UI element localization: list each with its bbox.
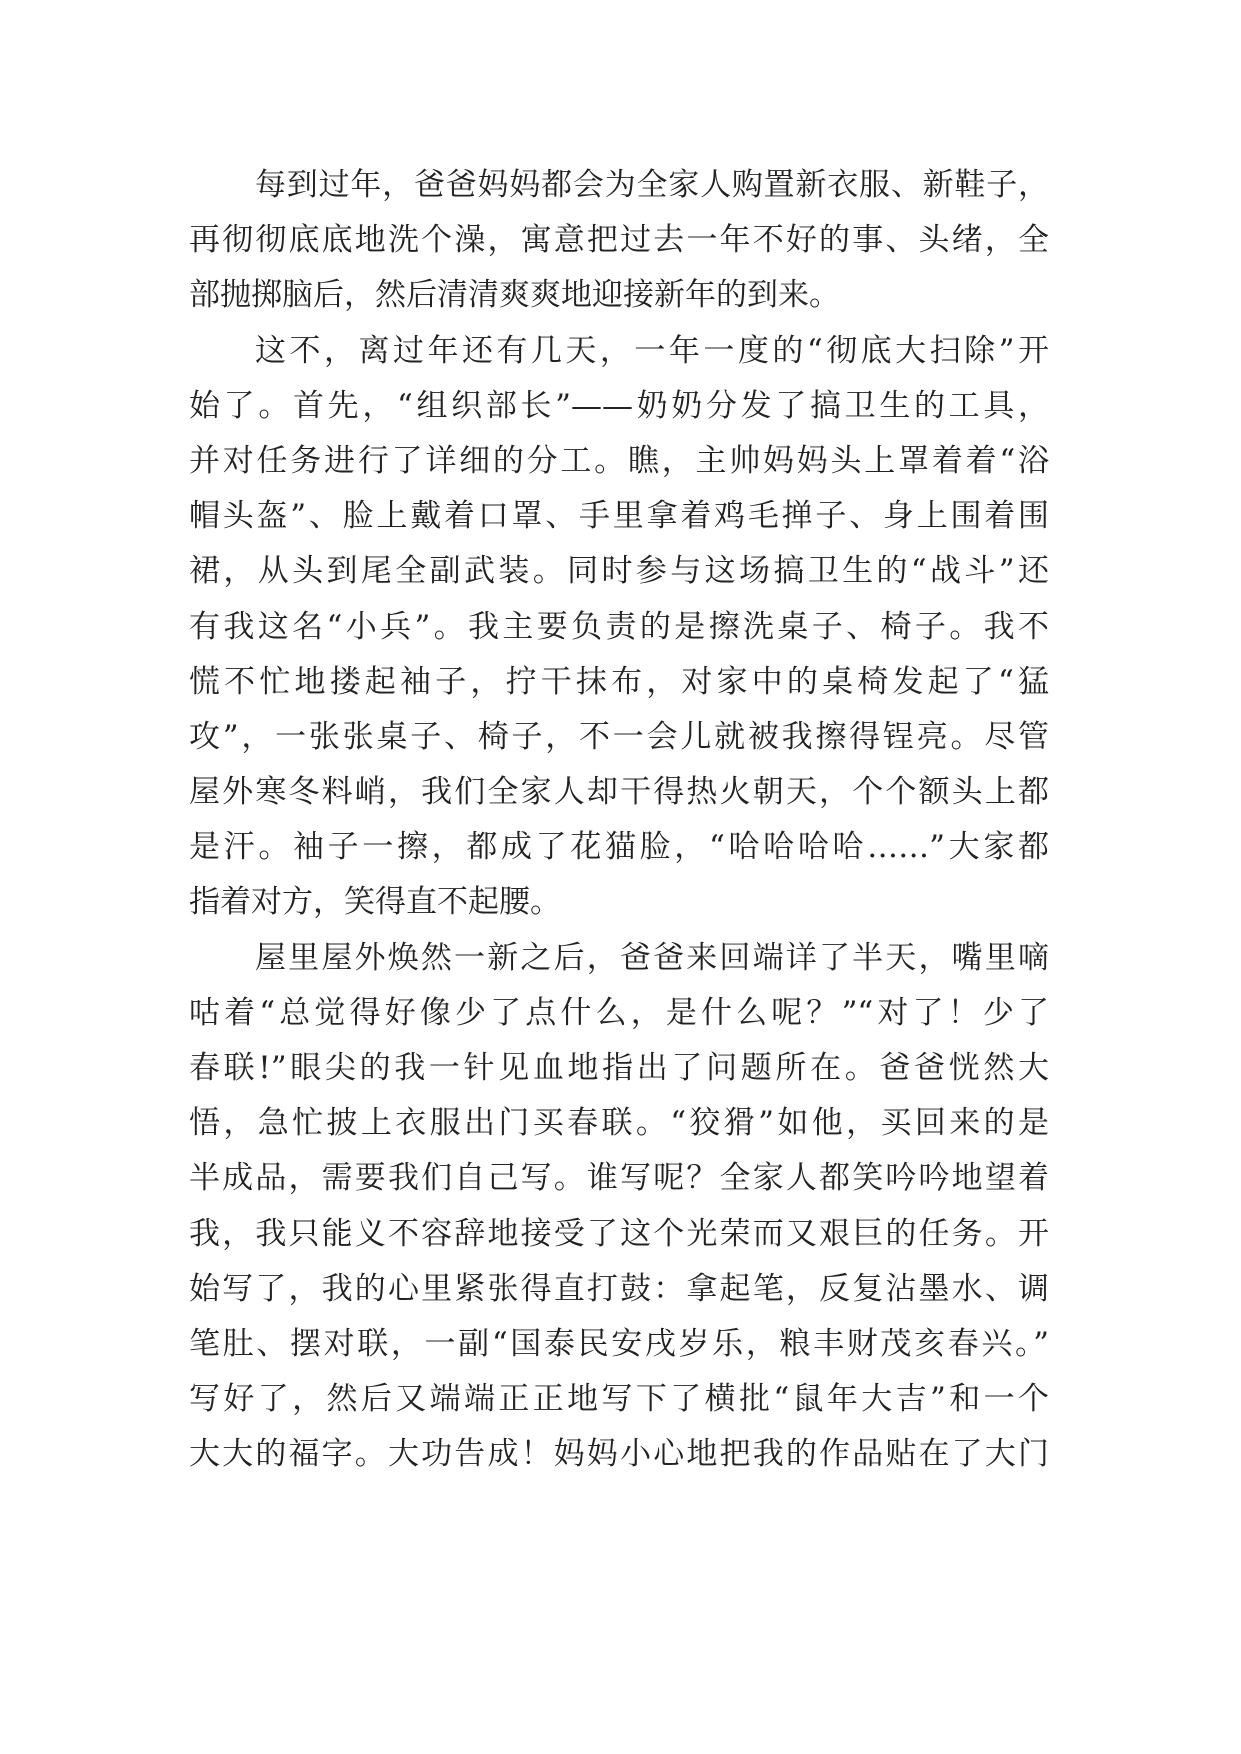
paragraph-3-line-1: 屋里屋外焕然一新之后，爸爸来回端详了半天，嘴里嘀 <box>255 939 1049 976</box>
paragraph-1-line-3: 部抛掷脑后，然后清清爽爽地迎接新年的到来。 <box>189 277 840 314</box>
paragraph-3-line-10: 大大的福字。大功告成！妈妈小心地把我的作品贴在了大门 <box>189 1436 1049 1473</box>
paragraph-2-line-1: 这不，离过年还有几天，一年一度的“彻底大扫除”开 <box>255 332 1049 369</box>
paragraph-3-line-2: 咕着“总觉得好像少了点什么，是什么呢？”“对了！少了 <box>189 994 1049 1031</box>
paragraph-2-line-2: 始了。首先，“组织部长”——奶奶分发了搞卫生的工具， <box>189 387 1049 424</box>
paragraph-2-line-11: 指着对方，笑得直不起腰。 <box>189 884 561 921</box>
paragraph-3-line-4: 悟，急忙披上衣服出门买春联。“狡猾”如他，买回来的是 <box>189 1105 1049 1142</box>
paragraph-2-line-3: 并对任务进行了详细的分工。瞧，主帅妈妈头上罩着着“浴 <box>189 442 1049 479</box>
paragraph-3-line-3: 春联!”眼尖的我一针见血地指出了问题所在。爸爸恍然大 <box>189 1050 1049 1086</box>
body-text <box>189 158 1049 1483</box>
paragraph-2-line-10: 是汗。袖子一擦，都成了花猫脸，“哈哈哈哈……”大家都 <box>189 829 1049 866</box>
paragraph-3-line-7: 始写了，我的心里紧张得直打鼓：拿起笔，反复沾墨水、调 <box>189 1270 1049 1307</box>
paragraph-2-line-6: 有我这名“小兵”。我主要负责的是擦洗桌子、椅子。我不 <box>189 608 1049 645</box>
paragraph-2-line-9: 屋外寒冬料峭，我们全家人却干得热火朝天，个个额头上都 <box>189 774 1049 811</box>
paragraph-1-line-1: 每到过年，爸爸妈妈都会为全家人购置新衣服、新鞋子， <box>255 167 1049 203</box>
paragraph-3-line-6: 我，我只能义不容辞地接受了这个光荣而又艰巨的任务。开 <box>189 1215 1049 1252</box>
paragraph-3-line-5: 半成品，需要我们自己写。谁写呢？全家人都笑吟吟地望着 <box>189 1160 1049 1197</box>
paragraph-1-line-2: 再彻彻底底地洗个澡，寓意把过去一年不好的事、头绪，全 <box>189 222 1049 259</box>
paragraph-2-line-4: 帽头盔”、脸上戴着口罩、手里拿着鸡毛掸子、身上围着围 <box>189 498 1049 535</box>
paragraph-2-line-8: 攻”，一张张桌子、椅子，不一会儿就被我擦得锃亮。尽管 <box>189 718 1049 755</box>
paragraph-3-line-9: 写好了，然后又端端正正地写下了横批“鼠年大吉”和一个 <box>189 1381 1049 1418</box>
paragraph-3-line-8: 笔肚、摆对联，一副“国泰民安戌岁乐，粮丰财茂亥春兴。” <box>189 1325 1049 1362</box>
paragraph-2-line-7: 慌不忙地搂起袖子，拧干抹布，对家中的桌椅发起了“猛 <box>189 663 1049 700</box>
paragraph-2-line-5: 裙，从头到尾全副武装。同时参与这场搞卫生的“战斗”还 <box>189 553 1049 590</box>
